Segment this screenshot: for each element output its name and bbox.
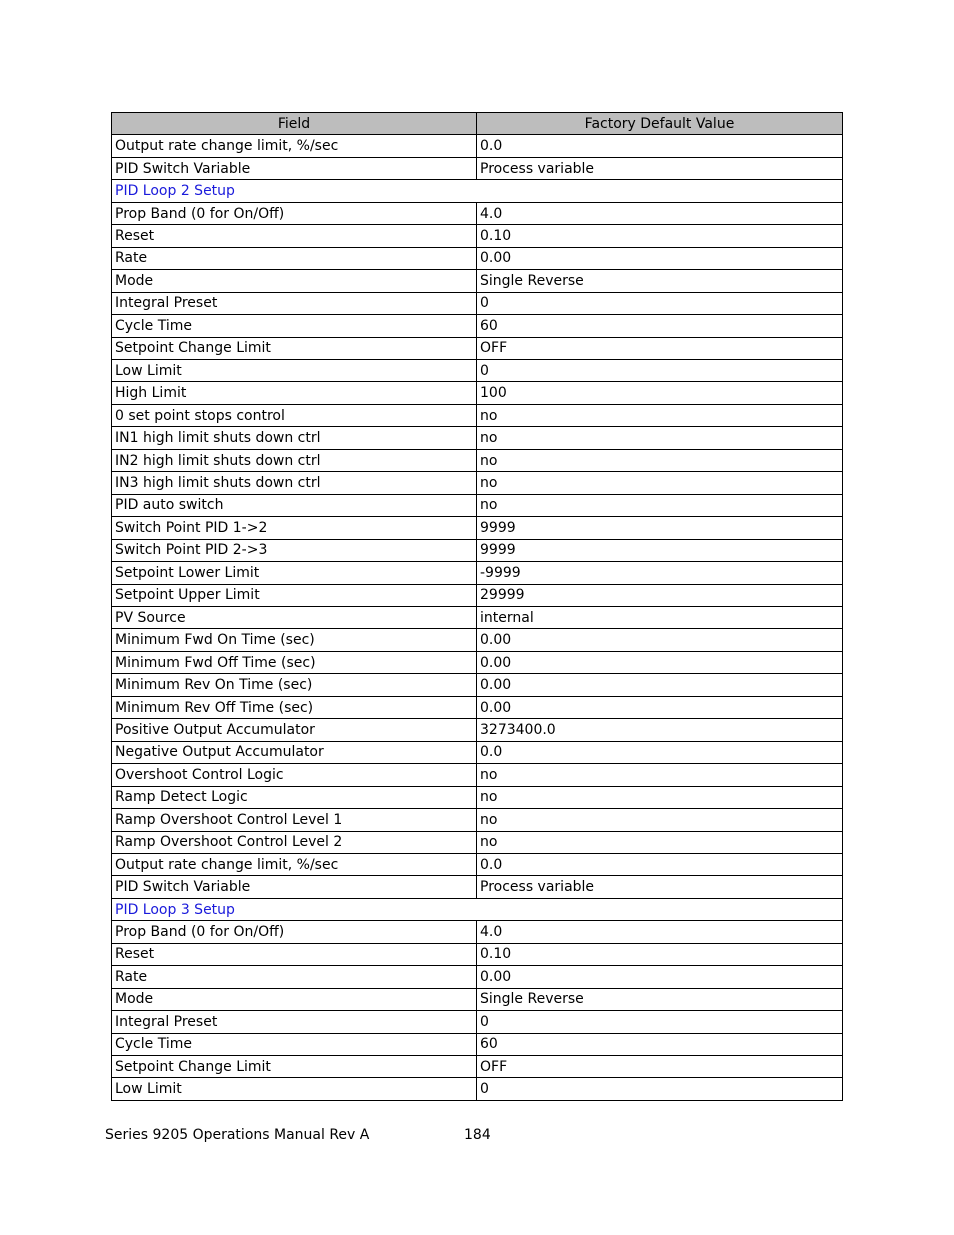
table-row [112,1056,843,1078]
field-cell: Low Limit [112,1078,477,1100]
column-header-default-value: Factory Default Value [477,113,843,135]
table-row [112,359,843,381]
field-cell: Ramp Overshoot Control Level 1 [112,809,477,831]
field-cell: Prop Band (0 for On/Off) [112,202,477,224]
field-cell: Mode [112,270,477,292]
default-value-cell: 0 [477,359,843,381]
table-row [112,629,843,651]
field-cell: Setpoint Upper Limit [112,584,477,606]
default-value-cell: 9999 [477,539,843,561]
default-value-cell: no [477,809,843,831]
field-cell: Cycle Time [112,315,477,337]
field-cell: Mode [112,988,477,1010]
default-value-cell: -9999 [477,562,843,584]
field-cell: Switch Point PID 2->3 [112,539,477,561]
default-value-cell: 0.0 [477,741,843,763]
field-cell: High Limit [112,382,477,404]
table-row [112,606,843,628]
field-cell: Switch Point PID 1->2 [112,517,477,539]
default-value-cell: 0 [477,292,843,314]
field-cell: Positive Output Accumulator [112,719,477,741]
field-cell: Reset [112,225,477,247]
field-cell: IN3 high limit shuts down ctrl [112,472,477,494]
field-cell: Output rate change limit, %/sec [112,135,477,157]
table-row [112,1033,843,1055]
default-value-cell: Single Reverse [477,988,843,1010]
field-cell: Setpoint Lower Limit [112,562,477,584]
table-row [112,427,843,449]
default-value-cell: no [477,764,843,786]
default-value-cell: 0.00 [477,629,843,651]
field-cell: PV Source [112,606,477,628]
field-cell: Output rate change limit, %/sec [112,853,477,875]
footer-document-title: Series 9205 Operations Manual Rev A [105,1127,370,1143]
table-row [112,1078,843,1100]
field-cell: Cycle Time [112,1033,477,1055]
table-row [112,831,843,853]
field-cell: Minimum Fwd Off Time (sec) [112,651,477,673]
default-value-cell: no [477,494,843,516]
column-header-field: Field [112,113,477,135]
field-cell: Prop Band (0 for On/Off) [112,921,477,943]
table-row [112,786,843,808]
table-row [112,270,843,292]
field-cell: Integral Preset [112,292,477,314]
field-cell: Setpoint Change Limit [112,1056,477,1078]
field-cell: Minimum Rev Off Time (sec) [112,696,477,718]
field-cell: Reset [112,943,477,965]
default-value-cell: 0.00 [477,674,843,696]
table-row [112,943,843,965]
default-value-cell: 100 [477,382,843,404]
default-value-cell: 0.0 [477,135,843,157]
table-row [112,157,843,179]
default-value-cell: 0 [477,1011,843,1033]
table-row [112,764,843,786]
table-header-row [112,113,843,135]
default-value-cell: 29999 [477,584,843,606]
table-row [112,247,843,269]
table-row [112,135,843,157]
table-row [112,921,843,943]
defaults-table [111,112,843,1101]
table-row [112,494,843,516]
default-value-cell: 0 [477,1078,843,1100]
table-row [112,472,843,494]
section-row [112,180,843,202]
table-row [112,404,843,426]
table-row [112,809,843,831]
table-row [112,382,843,404]
field-cell: Overshoot Control Logic [112,764,477,786]
field-cell: IN1 high limit shuts down ctrl [112,427,477,449]
section-row [112,898,843,920]
default-value-cell: 0.0 [477,853,843,875]
field-cell: 0 set point stops control [112,404,477,426]
default-value-cell: 0.10 [477,943,843,965]
default-value-cell: 3273400.0 [477,719,843,741]
default-value-cell: Single Reverse [477,270,843,292]
default-value-cell: 0.10 [477,225,843,247]
table-body [112,135,843,1100]
default-value-cell: 0.00 [477,247,843,269]
table-row [112,225,843,247]
field-cell: PID Switch Variable [112,157,477,179]
table-row [112,539,843,561]
table-row [112,853,843,875]
table-row [112,562,843,584]
table-row [112,337,843,359]
footer-page-number: 184 [464,1127,491,1143]
table-row [112,696,843,718]
table-row [112,651,843,673]
default-value-cell: OFF [477,337,843,359]
field-cell: Ramp Overshoot Control Level 2 [112,831,477,853]
table-row [112,517,843,539]
field-cell: IN2 high limit shuts down ctrl [112,449,477,471]
field-cell: Minimum Rev On Time (sec) [112,674,477,696]
default-value-cell: 0.00 [477,651,843,673]
section-heading: PID Loop 3 Setup [112,898,843,920]
table-row [112,719,843,741]
table-row [112,876,843,898]
table-row [112,988,843,1010]
default-value-cell: no [477,472,843,494]
default-value-cell: OFF [477,1056,843,1078]
field-cell: Low Limit [112,359,477,381]
table-row [112,674,843,696]
default-value-cell: no [477,449,843,471]
default-value-cell: 60 [477,315,843,337]
field-cell: Negative Output Accumulator [112,741,477,763]
table-row [112,741,843,763]
default-value-cell: Process variable [477,157,843,179]
table-row [112,292,843,314]
field-cell: PID Switch Variable [112,876,477,898]
default-value-cell: 9999 [477,517,843,539]
field-cell: Ramp Detect Logic [112,786,477,808]
table-row [112,202,843,224]
table-row [112,1011,843,1033]
section-heading: PID Loop 2 Setup [112,180,843,202]
table-row [112,966,843,988]
default-value-cell: internal [477,606,843,628]
default-value-cell: no [477,786,843,808]
field-cell: Integral Preset [112,1011,477,1033]
default-value-cell: 4.0 [477,921,843,943]
field-cell: Rate [112,247,477,269]
default-value-cell: Process variable [477,876,843,898]
table-row [112,315,843,337]
default-value-cell: 0.00 [477,696,843,718]
default-value-cell: 0.00 [477,966,843,988]
default-value-cell: no [477,427,843,449]
table-row [112,584,843,606]
default-value-cell: no [477,404,843,426]
field-cell: Setpoint Change Limit [112,337,477,359]
default-value-cell: no [477,831,843,853]
table-row [112,449,843,471]
default-value-cell: 60 [477,1033,843,1055]
field-cell: Minimum Fwd On Time (sec) [112,629,477,651]
field-cell: Rate [112,966,477,988]
default-value-cell: 4.0 [477,202,843,224]
field-cell: PID auto switch [112,494,477,516]
